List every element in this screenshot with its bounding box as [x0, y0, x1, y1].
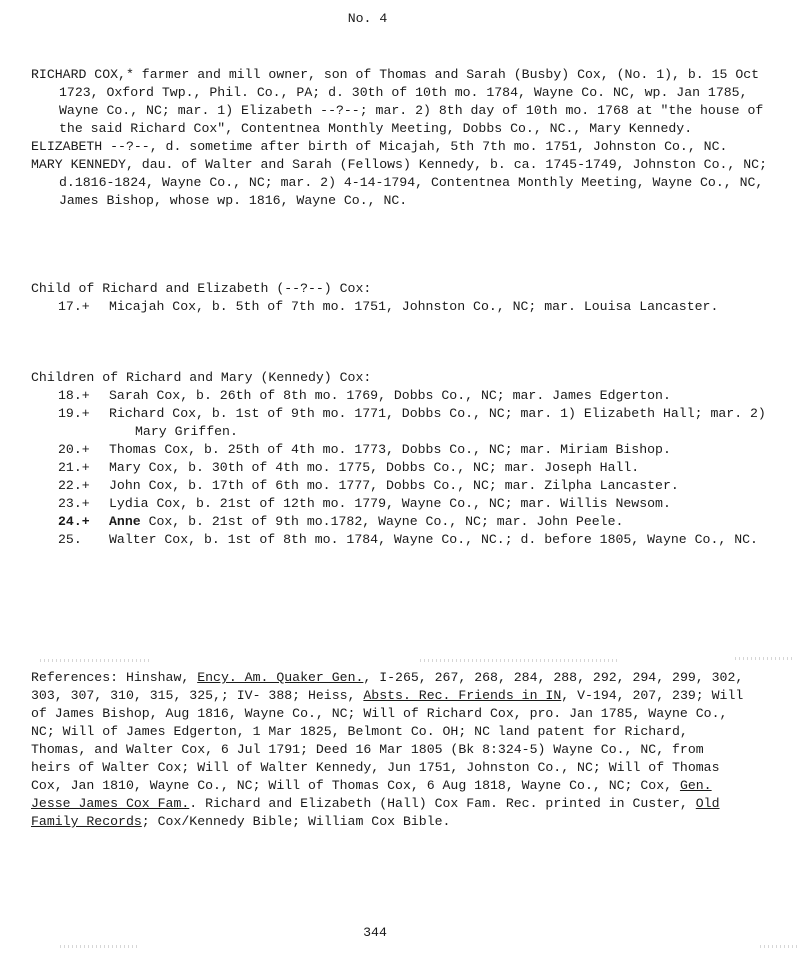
child-entry: [31, 441, 771, 459]
scan-noise: [420, 659, 620, 662]
child-entry-anne: [31, 513, 771, 531]
references-text: , V-194, 207, 239; Will of James Bishop, Aug 1816, Wayne Co., NC; Will of Richard Cox, pro. Jan 1785, Wayne Co., NC; Will of James Edgerton, 1 Mar 1825, Belmont Co. OH; NC land patent for Richard, Thomas, and Walter Cox, 6 Jul 1791; Deed 16 Mar 1805 (Bk 8:324-5) Wayne Co., NC, from heirs of Walter Cox; Will of Walter Kennedy, Jun 1751, Johnston Co., NC; Will of Thomas Cox, Jan 1810, Wayne Co., NC; Will of Thomas Cox, 6 Aug 1818, Wayne Co., NC; Cox,: [31, 688, 744, 793]
child-entry: [31, 459, 771, 477]
child-number: 22.+: [58, 478, 90, 493]
person-name: MARY KENNEDY,: [31, 157, 134, 172]
child-entry-walter: [31, 531, 771, 549]
child-number: 17.+: [58, 299, 90, 314]
person-name: RICHARD COX,*: [31, 67, 134, 82]
references-text: , I-265, 267, 268, 284, 288, 292, 294, 299, 302, 303, 307, 310, 315, 325,; IV- 388; Heiss,: [31, 670, 744, 703]
children-heading: Children of Richard and Mary (Kennedy) Cox:: [31, 370, 372, 385]
scan-noise: [40, 659, 150, 662]
references-text: . Richard and Elizabeth (Hall) Cox Fam. Rec. printed in Custer,: [189, 796, 696, 811]
persons-section: [31, 66, 771, 210]
child-details-rest: Cox, b. 21st of 9th mo.1782, Wayne Co., NC; mar. John Peele.: [140, 514, 624, 529]
child-number: 25.: [58, 532, 82, 547]
page-number: 344: [363, 925, 387, 940]
child-number: 24.+: [58, 514, 90, 529]
child-details: Mary Cox, b. 30th of 4th mo. 1775, Dobbs Co., NC; mar. Joseph Hall.: [109, 460, 640, 475]
child-entry: [31, 298, 771, 316]
references-text: References: Hinshaw,: [31, 670, 198, 685]
references-text: ; Cox/Kennedy Bible; William Cox Bible.: [141, 814, 451, 829]
reference-title: Old Family Records: [31, 796, 720, 829]
child-number: 23.+: [58, 496, 90, 511]
child-entry: [31, 405, 771, 441]
family-number-heading: No. 4: [347, 11, 388, 26]
scan-noise: [60, 945, 140, 948]
child-details: Richard Cox, b. 1st of 9th mo. 1771, Dobbs Co., NC; mar. 1) Elizabeth Hall; mar. 2) Mary Griffen.: [109, 406, 766, 439]
child-entry: [31, 387, 771, 405]
children-group-elizabeth: [31, 280, 771, 316]
child-details: Sarah Cox, b. 26th of 8th mo. 1769, Dobbs Co., NC; mar. James Edgerton.: [109, 388, 671, 403]
person-details: farmer and mill owner, son of Thomas and Sarah (Busby) Cox, (No. 1), b. 15 Oct 1723, Oxford Twp., Phil. Co., PA; d. 30th of 10th mo. 1784, Wayne Co. NC, wp. Jan 1785, Wayne Co., NC; mar. 1) Elizabeth --?--; mar. 2) 8th day of 10th mo. 1768 at "the house of the said Richard Cox", Contentnea Monthly Meeting, Dobbs Co., NC., Mary Kennedy.: [59, 67, 764, 136]
person-entry-elizabeth: [31, 138, 771, 156]
person-entry-mary: [31, 156, 771, 210]
person-name: ELIZABETH --?--,: [31, 139, 158, 154]
scan-noise: [760, 945, 798, 948]
child-details: Lydia Cox, b. 21st of 12th mo. 1779, Wayne Co., NC; mar. Willis Newsom.: [109, 496, 671, 511]
child-entry: [31, 495, 771, 513]
child-entry: [31, 477, 771, 495]
child-details: Walter Cox, b. 1st of 8th mo. 1784, Wayne Co., NC.; d. before 1805, Wayne Co., NC.: [109, 532, 758, 547]
reference-title: Absts. Rec. Friends in IN: [363, 688, 562, 703]
person-entry-richard: [31, 66, 771, 138]
person-details: dau. of Walter and Sarah (Fellows) Kennedy, b. ca. 1745-1749, Johnston Co., NC; d.1816-1824, Wayne Co., NC; mar. 2) 4-14-1794, Contentnea Monthly Meeting, Wayne Co., NC, James Bishop, whose wp. 1816, Wayne Co., NC.: [59, 157, 767, 208]
scan-noise: [735, 657, 795, 660]
child-details: Micajah Cox, b. 5th of 7th mo. 1751, Johnston Co., NC; mar. Louisa Lancaster.: [109, 299, 719, 314]
references-paragraph: [31, 669, 751, 831]
children-heading: Child of Richard and Elizabeth (--?--) Cox:: [31, 281, 372, 296]
child-number: 20.+: [58, 442, 90, 457]
child-name-bold: Anne: [109, 514, 141, 529]
child-number: 21.+: [58, 460, 90, 475]
child-details: John Cox, b. 17th of 6th mo. 1777, Dobbs Co., NC; mar. Zilpha Lancaster.: [109, 478, 679, 493]
child-details: [109, 513, 771, 531]
children-group-mary: [31, 369, 771, 549]
child-number: 18.+: [58, 388, 90, 403]
child-details: Thomas Cox, b. 25th of 4th mo. 1773, Dobbs Co., NC; mar. Miriam Bishop.: [109, 442, 671, 457]
reference-title: Ency. Am. Quaker Gen.: [197, 670, 364, 685]
child-number: 19.+: [58, 406, 90, 421]
person-details: d. sometime after birth of Micajah, 5th 7th mo. 1751, Johnston Co., NC.: [157, 139, 728, 154]
reference-title: Gen. Jesse James Cox Fam.: [31, 778, 712, 811]
